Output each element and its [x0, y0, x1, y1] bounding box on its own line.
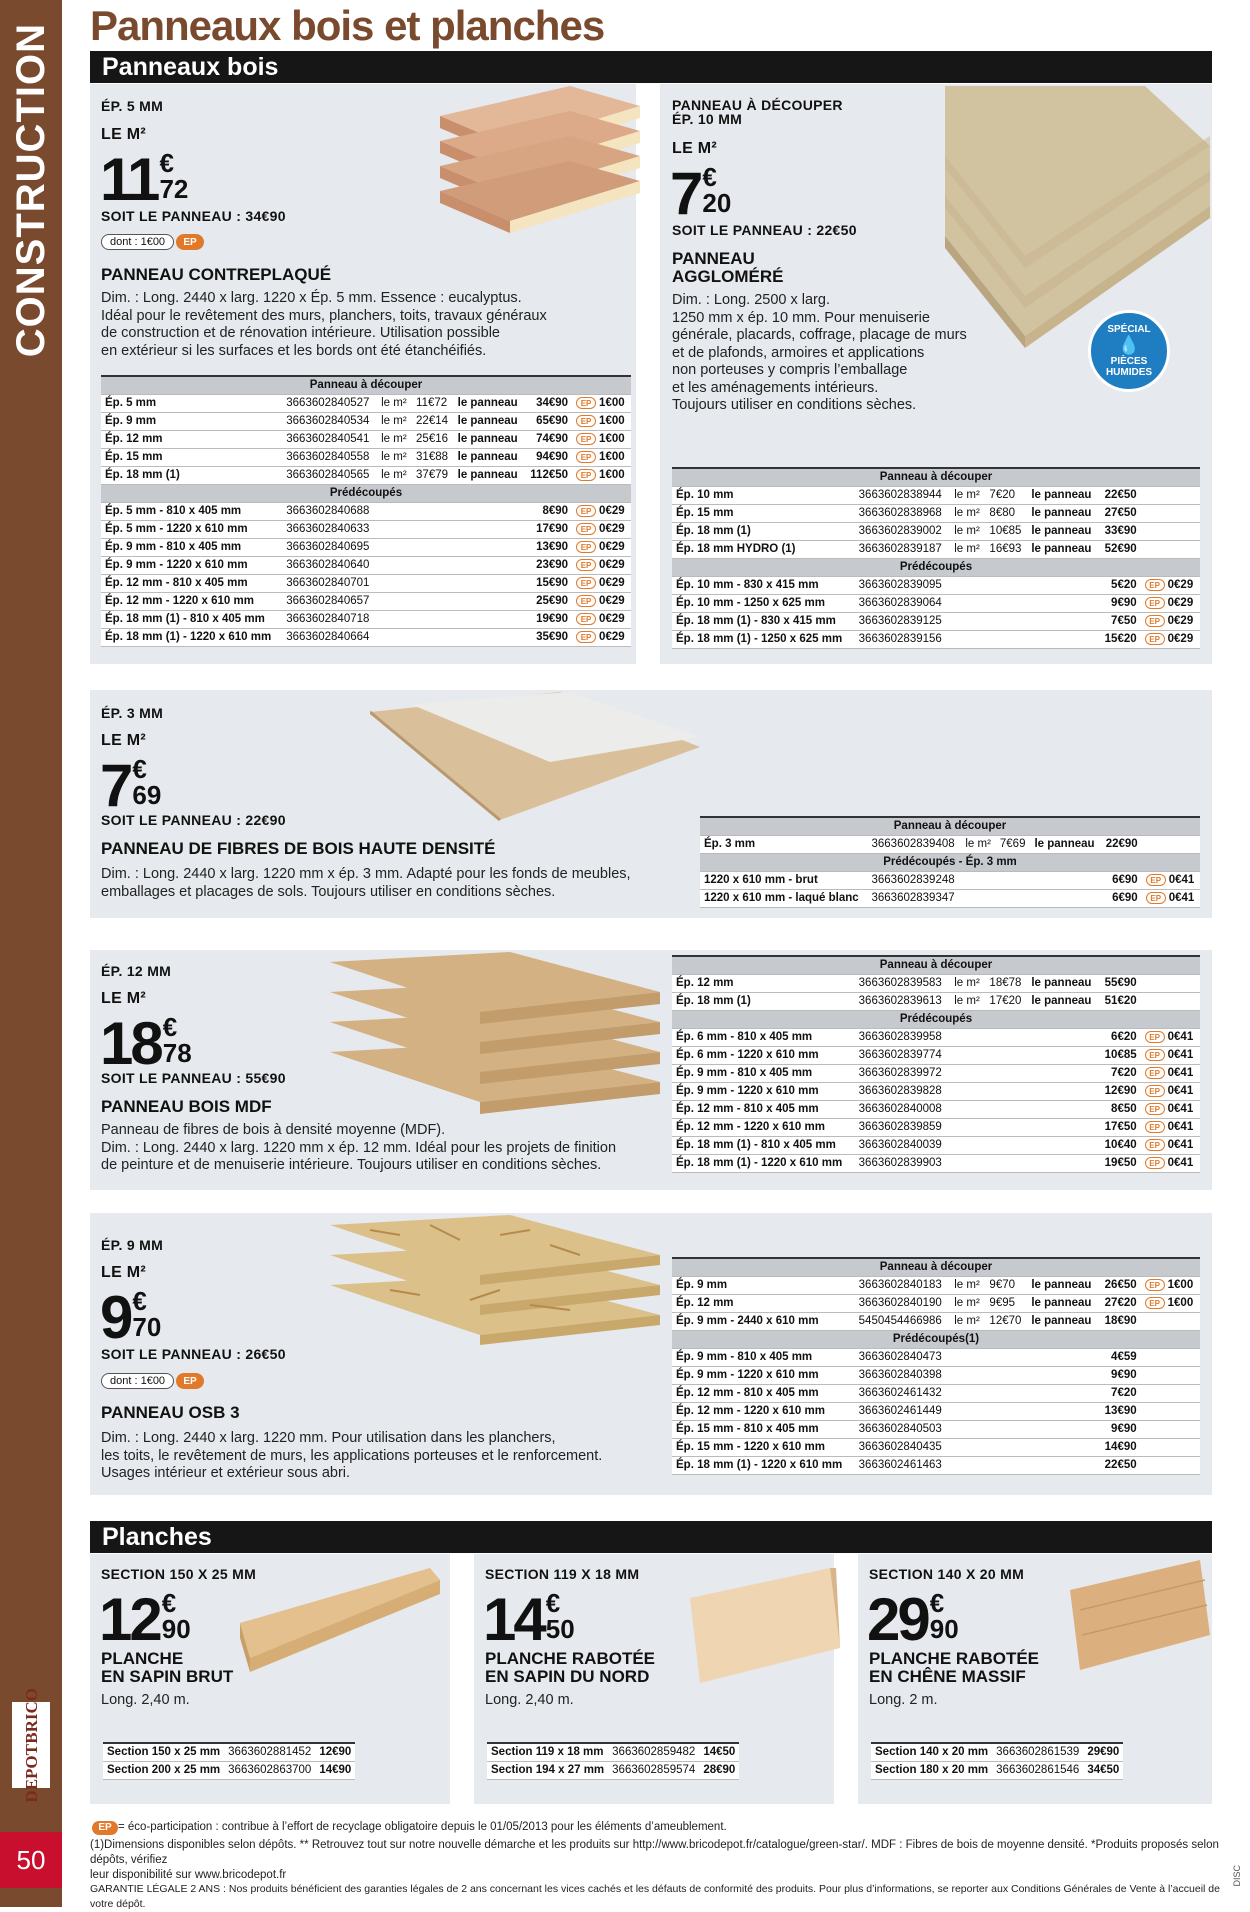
ep-icon: EP [1145, 1067, 1165, 1079]
eco-participation-tag: dont : 1€00 EP [101, 1373, 204, 1389]
table-header: Prédécoupés [672, 558, 1200, 576]
product-name: PLANCHE RABOTÉE EN CHÊNE MASSIF [869, 1649, 1040, 1686]
plank-price-table [103, 1742, 355, 1780]
table-row: Ép. 15 mm - 1220 x 610 mm 3663602840435 14€90 [672, 1438, 1200, 1456]
section-label: SECTION 150 X 25 MM [101, 1566, 257, 1582]
ep-icon: EP [1145, 615, 1165, 627]
thickness-label: ÉP. 5 MM [101, 98, 164, 114]
table-header: Panneau à découper [672, 1258, 1200, 1276]
footnote-ep: EP = éco-participation : contribue à l’effort de recyclage obligatoire depuis le 01/05/2013 pour les éléments d’ameublement. [90, 1820, 727, 1835]
table-row: Ép. 5 mm - 1220 x 610 mm 3663602840633 17€90 EP 0€29 [101, 520, 631, 538]
page-title: Panneaux bois et planches [90, 2, 605, 49]
table-row: Ép. 12 mm - 1220 x 610 mm 3663602461449 13€90 [672, 1402, 1200, 1420]
product-description: Panneau de fibres de bois à densité moyenne (MDF). Dim. : Long. 2440 x larg. 1220 mm x ép. 12 mm. Idéal pour les projets de finition de peinture et de menuiserie intérieure. Toujours utiliser en conditions sèches. [101, 1122, 617, 1173]
price: 12 € 90 [99, 1586, 191, 1653]
ep-icon: EP [176, 1373, 204, 1389]
ep-icon: EP [1145, 597, 1165, 609]
table-row: Ép. 6 mm - 1220 x 610 mm 3663602839774 10€85 EP 0€41 [672, 1046, 1200, 1064]
panel-price-label: SOIT LE PANNEAU : 26€50 [101, 1346, 286, 1362]
table-row: Ép. 12 mm 3663602840190 le m² 9€95 le panneau 27€20 EP 1€00 [672, 1294, 1200, 1312]
table-row: Ép. 18 mm (1) - 810 x 405 mm 3663602840718 19€90 EP 0€29 [101, 610, 631, 628]
table-row: Section 150 x 25 mm 3663602881452 12€90 [103, 1743, 355, 1761]
table-header: Panneau à découper [672, 468, 1200, 486]
ep-icon: EP [1145, 1121, 1165, 1133]
table-row: Ép. 10 mm 3663602838944 le m² 7€20 le panneau 22€50 [672, 486, 1200, 504]
price-table-osb [672, 1257, 1200, 1475]
plank-price-table [487, 1742, 739, 1780]
plank-image [240, 1568, 440, 1678]
table-row: Ép. 12 mm - 1220 x 610 mm 3663602839859 17€50 EP 0€41 [672, 1118, 1200, 1136]
table-header: Panneau à découper [672, 956, 1200, 974]
table-row: Ép. 5 mm - 810 x 405 mm 3663602840688 8€90 EP 0€29 [101, 502, 631, 520]
section-bar-planches: Planches [90, 1521, 1212, 1553]
table-row: Ép. 10 mm - 830 x 415 mm 3663602839095 5€20 EP 0€29 [672, 576, 1200, 594]
table-row: Ép. 18 mm (1) 3663602839613 le m² 17€20 le panneau 51€20 [672, 992, 1200, 1010]
product-description: Dim. : Long. 2440 x larg. 1220 mm. Pour utilisation dans les planchers, les toits, le revêtement de murs, les applications porteuses et le renforcement. Usages intérieur et extérieur sous abri. [101, 1430, 603, 1481]
table-row: Ép. 18 mm (1) - 1250 x 625 mm 3663602839156 15€20 EP 0€29 [672, 630, 1200, 648]
unit-label: LE M² [101, 1264, 147, 1281]
table-row: Ép. 15 mm 3663602838968 le m² 8€80 le panneau 27€50 [672, 504, 1200, 522]
ep-icon: EP [1145, 1297, 1165, 1309]
price-table-fibres [700, 816, 1200, 908]
ep-icon: EP [576, 595, 596, 607]
sidebar [0, 0, 62, 1907]
product-name: PANNEAU AGGLOMÉRÉ [672, 249, 784, 286]
table-row: Ép. 9 mm 3663602840534 le m² 22€14 le panneau 65€90 EP 1€00 [101, 412, 631, 430]
panel-price-label: SOIT LE PANNEAU : 55€90 [101, 1070, 286, 1086]
mdf-image [330, 952, 660, 1122]
table-row: Ép. 12 mm - 810 x 405 mm 3663602840701 15€90 EP 0€29 [101, 574, 631, 592]
table-row: Ép. 18 mm (1) - 1220 x 610 mm 3663602840664 35€90 EP 0€29 [101, 628, 631, 646]
table-row: Ép. 12 mm - 810 x 405 mm 3663602840008 8€50 EP 0€41 [672, 1100, 1200, 1118]
table-row: Ép. 18 mm (1) 3663602839002 le m² 10€85 le panneau 33€90 [672, 522, 1200, 540]
particleboard-image [945, 86, 1210, 386]
product-length: Long. 2,40 m. [101, 1692, 190, 1708]
ep-icon: EP [576, 469, 596, 481]
price: 29 € 90 [867, 1586, 959, 1653]
table-row: Ép. 5 mm 3663602840527 le m² 11€72 le panneau 34€90 EP 1€00 [101, 394, 631, 412]
plank-image [1070, 1560, 1210, 1680]
table-row: 1220 x 610 mm - laqué blanc 3663602839347 6€90 EP 0€41 [700, 889, 1200, 907]
hardboard-image [370, 692, 700, 822]
table-header: Panneau à découper [101, 376, 631, 394]
product-name: PANNEAU DE FIBRES DE BOIS HAUTE DENSITÉ [101, 839, 496, 858]
price-table-contreplaque [101, 375, 631, 647]
plank-image [690, 1568, 840, 1688]
price-table-agglomere [672, 467, 1200, 649]
ep-icon: EP [1146, 874, 1166, 886]
table-row: Ép. 9 mm - 1220 x 610 mm 3663602840398 9€90 [672, 1366, 1200, 1384]
table-row: Ép. 9 mm - 810 x 405 mm 3663602840695 13€90 EP 0€29 [101, 538, 631, 556]
panel-price-label: SOIT LE PANNEAU : 22€90 [101, 812, 286, 828]
product-description: Dim. : Long. 2440 x larg. 1220 mm x ép. 3 mm. Adapté pour les fonds de meubles, emballages et placages de sols. Toujours utiliser en conditions sèches. [101, 866, 631, 900]
table-row: Ép. 9 mm - 810 x 405 mm 3663602839972 7€20 EP 0€41 [672, 1064, 1200, 1082]
table-header: Prédécoupés [101, 484, 631, 502]
table-row: Ép. 18 mm (1) - 830 x 415 mm 3663602839125 7€50 EP 0€29 [672, 612, 1200, 630]
product-name: PANNEAU CONTREPLAQUÉ [101, 265, 332, 284]
table-row: Section 194 x 27 mm 3663602859574 28€90 [487, 1761, 739, 1779]
table-row: Ép. 18 mm (1) - 1220 x 610 mm 3663602461463 22€50 [672, 1456, 1200, 1474]
osb-image [330, 1215, 660, 1375]
price: 7 € 69 [100, 752, 162, 819]
unit-label: LE M² [101, 126, 147, 143]
table-row: Ép. 18 mm (1) - 810 x 405 mm 3663602840039 10€40 EP 0€41 [672, 1136, 1200, 1154]
ep-icon: EP [1145, 1279, 1165, 1291]
sidebar-title: CONSTRUCTION [8, 22, 53, 358]
product-name: PLANCHE EN SAPIN BRUT [101, 1649, 234, 1686]
ep-icon: EP [1145, 579, 1165, 591]
ep-icon: EP [576, 433, 596, 445]
table-row: Ép. 3 mm 3663602839408 le m² 7€69 le panneau 22€90 [700, 835, 1200, 853]
table-row: Ép. 12 mm - 810 x 405 mm 3663602461432 7€20 [672, 1384, 1200, 1402]
table-row: Ép. 12 mm - 1220 x 610 mm 3663602840657 25€90 EP 0€29 [101, 592, 631, 610]
section-label: SECTION 140 X 20 MM [869, 1566, 1025, 1582]
table-header: Prédécoupés - Ép. 3 mm [700, 853, 1200, 871]
table-row: Ép. 9 mm - 2440 x 610 mm 5450454466986 le m² 12€70 le panneau 18€90 [672, 1312, 1200, 1330]
table-row: Ép. 12 mm 3663602839583 le m² 18€78 le panneau 55€90 [672, 974, 1200, 992]
ep-icon: EP [176, 234, 204, 250]
ep-icon: EP [576, 559, 596, 571]
panel-price-label: SOIT LE PANNEAU : 34€90 [101, 208, 286, 224]
ep-icon: EP [576, 505, 596, 517]
plank-price-table [871, 1742, 1123, 1780]
ep-icon: EP [576, 631, 596, 643]
price: 9 € 70 [100, 1284, 162, 1351]
ep-icon: EP [576, 541, 596, 553]
ep-icon: EP [92, 1821, 118, 1835]
ep-icon: EP [576, 577, 596, 589]
ep-icon: EP [1145, 633, 1165, 645]
brico-depot-logo: BRICO DEPOT [10, 1700, 52, 1790]
thickness-label: PANNEAU À DÉCOUPER ÉP. 10 MM [672, 97, 843, 127]
unit-label: LE M² [101, 732, 147, 749]
unit-label: LE M² [101, 990, 147, 1007]
panel-price-label: SOIT LE PANNEAU : 22€50 [672, 222, 857, 238]
table-row: Ép. 15 mm - 810 x 405 mm 3663602840503 9€90 [672, 1420, 1200, 1438]
product-length: Long. 2 m. [869, 1692, 938, 1708]
table-row: Ép. 18 mm (1) - 1220 x 610 mm 3663602839903 19€50 EP 0€41 [672, 1154, 1200, 1172]
thickness-label: ÉP. 3 MM [101, 705, 164, 721]
price: 14 € 50 [483, 1586, 575, 1653]
table-row: Ép. 12 mm 3663602840541 le m² 25€16 le panneau 74€90 EP 1€00 [101, 430, 631, 448]
product-length: Long. 2,40 m. [485, 1692, 574, 1708]
ep-icon: EP [1145, 1085, 1165, 1097]
ep-icon: EP [576, 613, 596, 625]
ep-icon: EP [1145, 1157, 1165, 1169]
thickness-label: ÉP. 12 MM [101, 963, 172, 979]
table-row: Ép. 10 mm - 1250 x 625 mm 3663602839064 9€90 EP 0€29 [672, 594, 1200, 612]
product-name: PANNEAU BOIS MDF [101, 1097, 272, 1116]
ep-icon: EP [1145, 1103, 1165, 1115]
table-header: Prédécoupés(1) [672, 1330, 1200, 1348]
price: 7 € 20 [670, 160, 732, 227]
page-number: 50 [0, 1832, 62, 1888]
product-name: PLANCHE RABOTÉE EN SAPIN DU NORD [485, 1649, 656, 1686]
table-header: Panneau à découper [700, 817, 1200, 835]
table-row: Ép. 9 mm - 1220 x 610 mm 3663602839828 12€90 EP 0€41 [672, 1082, 1200, 1100]
table-row: Ép. 9 mm 3663602840183 le m² 9€70 le panneau 26€50 EP 1€00 [672, 1276, 1200, 1294]
product-name: PANNEAU OSB 3 [101, 1403, 240, 1422]
price: 18 € 78 [100, 1010, 192, 1077]
section-label: SECTION 119 X 18 MM [485, 1566, 640, 1582]
table-header: Prédécoupés [672, 1010, 1200, 1028]
table-row: Ép. 6 mm - 810 x 405 mm 3663602839958 6€20 EP 0€41 [672, 1028, 1200, 1046]
special-humid-badge: SPÉCIAL 💧 PIÈCES HUMIDES [1088, 310, 1170, 392]
product-description: Dim. : Long. 2440 x larg. 1220 x Ép. 5 mm. Essence : eucalyptus. Idéal pour le revêtement des murs, planchers, toits, travaux généraux de construction et de rénovation intérieure. Utilisation possible en extérieur si les surfaces et les bords ont été étanchéifiés. [101, 290, 547, 359]
product-description: Dim. : Long. 2500 x larg. 1250 mm x ép. 10 mm. Pour menuiserie générale, placards, coffrage, placage de murs et de plafonds, armoires et applications non porteuses y compris l’emballage et les aménagements intérieurs. Toujours utiliser en conditions sèches. [672, 292, 967, 413]
ep-icon: EP [576, 415, 596, 427]
section-bar-panneaux: Panneaux bois [90, 51, 1212, 83]
table-row: Ép. 18 mm (1) 3663602840565 le m² 37€79 le panneau 112€50 EP 1€00 [101, 466, 631, 484]
ep-icon: EP [576, 523, 596, 535]
unit-label: LE M² [672, 140, 718, 157]
table-row: Ép. 15 mm 3663602840558 le m² 31€88 le panneau 94€90 EP 1€00 [101, 448, 631, 466]
ep-icon: EP [576, 397, 596, 409]
ep-icon: EP [1145, 1049, 1165, 1061]
plywood-image [440, 86, 640, 256]
disc-label: DISC [1232, 1865, 1242, 1887]
table-row: Section 140 x 20 mm 3663602861539 29€90 [871, 1743, 1123, 1761]
table-row: Section 180 x 20 mm 3663602861546 34€50 [871, 1761, 1123, 1779]
table-row: Ép. 18 mm HYDRO (1) 3663602839187 le m² 16€93 le panneau 52€90 [672, 540, 1200, 558]
ep-icon: EP [1145, 1139, 1165, 1151]
footnote-warranty: GARANTIE LÉGALE 2 ANS : Nos produits bénéficient des garanties légales de 2 ans concernant les vices cachés et les défauts de conformité des produits. Pour plus d’informations, se reporter aux Conditions Générales de Vente à l’accueil de votre dépôt. [90, 1883, 1220, 1910]
price-table-mdf [672, 955, 1200, 1173]
price: 11 € 72 [100, 146, 189, 213]
table-row: Section 200 x 25 mm 3663602863700 14€90 [103, 1761, 355, 1779]
ep-icon: EP [576, 451, 596, 463]
eco-participation-tag: dont : 1€00 EP [101, 234, 204, 250]
ep-icon: EP [1146, 892, 1166, 904]
footnote-availability: (1)Dimensions disponibles selon dépôts. ** Retrouvez tout sur notre nouvelle démarche et les produits sur http://www.bricodepot.fr/catalogue/green-star/. MDF : Fibres de bois de moyenne densité. *Produits proposés selon dépôts, vérifiez leur disponibilité sur www.bricodepot.fr [90, 1839, 1219, 1881]
table-row: Ép. 9 mm - 1220 x 610 mm 3663602840640 23€90 EP 0€29 [101, 556, 631, 574]
table-row: Section 119 x 18 mm 3663602859482 14€50 [487, 1743, 739, 1761]
ep-icon: EP [1145, 1031, 1165, 1043]
table-row: Ép. 9 mm - 810 x 405 mm 3663602840473 4€59 [672, 1348, 1200, 1366]
table-row: 1220 x 610 mm - brut 3663602839248 6€90 EP 0€41 [700, 871, 1200, 889]
thickness-label: ÉP. 9 MM [101, 1237, 164, 1253]
